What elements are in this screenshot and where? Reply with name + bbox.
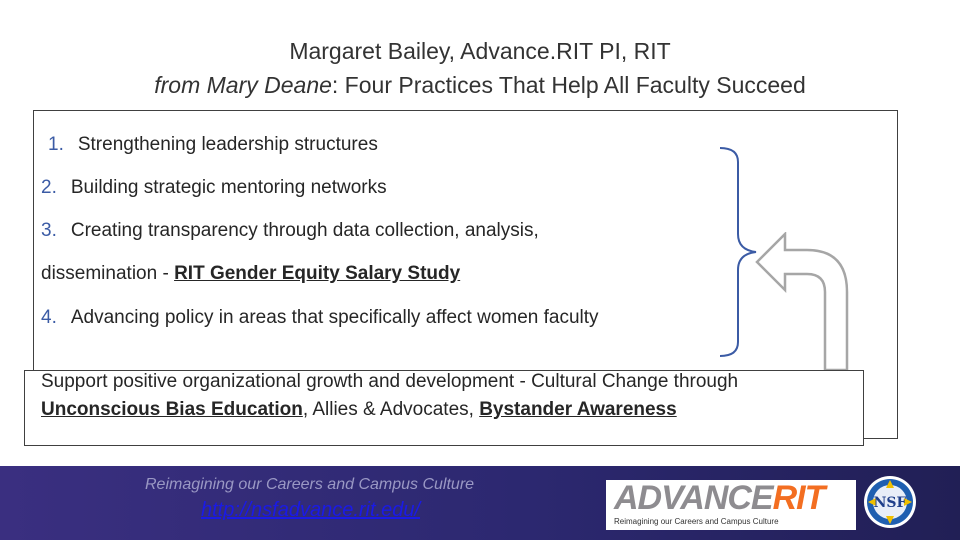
logo-advance: ADVANCE [614, 479, 773, 517]
bystander-awareness-link[interactable]: Bystander Awareness [479, 399, 677, 420]
practice-text: Building strategic mentoring networks [70, 177, 387, 198]
title-subtitle: : Four Practices That Help All Faculty Succeed [331, 72, 806, 98]
title-line-1: Margaret Bailey, Advance.RIT PI, RIT [289, 38, 671, 64]
practice-text-continued: dissemination - [41, 263, 175, 284]
support-statement [41, 368, 871, 424]
practice-item-3-continuation [41, 262, 460, 286]
support-text-part2: , Allies & Advocates, [302, 399, 480, 420]
nsf-text: NSF [873, 495, 907, 511]
practice-item-3 [41, 219, 539, 243]
slide-title [0, 34, 960, 102]
practice-text: Creating transparency through data collection, analysis, [70, 220, 539, 241]
advance-website-link[interactable]: http://nsfadvance.rit.edu/ [201, 499, 421, 521]
practice-item-2 [41, 176, 387, 200]
support-text-part1: Support positive organizational growth and development - Cultural Change through [41, 371, 739, 392]
practice-text: Strengthening leadership structures [77, 134, 378, 155]
salary-study-link[interactable]: RIT Gender Equity Salary Study [174, 263, 461, 284]
logo-tagline: Reimagining our Careers and Campus Culture [614, 517, 779, 526]
unconscious-bias-link[interactable]: Unconscious Bias Education [41, 399, 303, 420]
nsf-seal-icon [862, 474, 918, 530]
logo-rit: RIT [772, 479, 825, 517]
practice-number: 1. [48, 134, 64, 155]
practice-item-4 [41, 306, 599, 330]
title-source-name: from Mary Deane [154, 72, 332, 98]
practice-text: Advancing policy in areas that specifically affect women faculty [70, 307, 599, 328]
title-line-2 [0, 68, 960, 102]
advance-rit-logo [606, 480, 856, 530]
logo-wordmark [614, 478, 824, 518]
practice-number: 3. [41, 220, 57, 241]
practice-number: 2. [41, 177, 57, 198]
footer-tagline: Reimagining our Careers and Campus Culture [145, 476, 475, 493]
practice-item-1 [48, 133, 378, 157]
practice-number: 4. [41, 307, 57, 328]
u-turn-arrow-icon [755, 232, 855, 372]
